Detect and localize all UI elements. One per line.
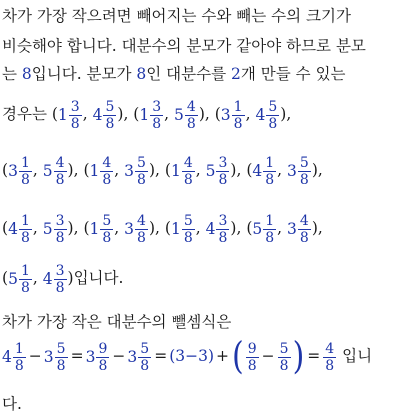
pair-1-second-fraction [103,100,116,131]
pair-3-first-whole: 3 [220,106,231,124]
pair-1-second-denominator: 8 [105,115,115,132]
eq-term-2-num: 5 [56,340,66,357]
pair-9-first-numerator: 5 [102,212,112,229]
pair-11-second-numerator: 4 [299,212,309,229]
text-line-3 [2,64,346,84]
pair-2-second-whole: 5 [174,106,184,124]
pair-9-first [90,209,115,249]
pair-item: ( 4 $\frac{1}{8}$ , 3 $\frac{5}{8}$ ) [246,161,318,179]
pair-9-first-whole: 1 [89,220,100,238]
left-paren: ( [232,334,244,379]
pair-6-first [171,151,196,191]
pair-11-second-whole: 3 [287,220,297,238]
pair-10-second [206,209,231,249]
pairs-row-3: ( 4 $\frac{1}{8}$ , 5 $\frac{3}{8}$ ), ( 1 $\frac{5}{8}$ , 3 $\frac{4}{8}$ ), ( 1 $\frac{5}{8}$ , 4 $\frac{3}{8}$ ), ( 5 $\frac{1}{8}$ , 3 $\frac{4}{8}$ ), [2,208,323,249]
pair-1-first-denominator: 8 [70,115,80,132]
pair-item: ( 1 $\frac{4}{8}$ , 5 $\frac{3}{8}$ ) [165,161,237,179]
eq-term-3-whole: 3 [85,348,96,366]
pair-12-first-fraction [19,264,32,295]
pair-1-second-whole: 4 [92,106,103,124]
pair-6-second-denominator: 8 [218,171,228,188]
pair-7-second-whole: 3 [287,162,297,180]
pair-2-first-denominator: 8 [152,115,162,132]
eq-term-4-num: 5 [140,340,150,357]
eq-frac-2-num: 5 [279,340,289,357]
pair-11-first [252,209,277,249]
eq-term-4-whole: 3 [127,348,138,366]
pair-item: ( 1 $\frac{5}{8}$ , 4 $\frac{3}{8}$ ) [165,219,237,237]
equals-sign: = [307,347,321,365]
pair-9-second-fraction [135,214,148,245]
pair-12-second-fraction [54,264,67,295]
pair-4-second-denominator: 8 [55,171,65,188]
pair-11-second-denominator: 8 [299,229,309,246]
whole-part-difference: (3−3) [169,347,214,365]
text-line-1-content: 차가 가장 작으려면 빼어지는 수와 빼는 수의 크기가 [2,7,351,25]
pair-2-first [139,95,164,135]
text-line-3-a: 는 [2,65,22,83]
pair-9-first-fraction [100,214,113,245]
eq-term-2 [44,335,69,379]
text-line-2 [2,36,366,56]
pair-8-first-fraction [19,214,32,245]
pair-1-first-fraction [69,100,82,131]
eq-term-3-num: 9 [98,340,108,357]
pair-4-second [43,151,68,191]
pair-7-second-numerator: 5 [299,154,309,171]
pair-1-second [93,95,118,135]
pair-3-second-numerator: 5 [268,98,278,115]
eq-frac-1 [246,342,259,373]
pair-1-first-numerator: 3 [70,98,80,115]
pair-item: ( 3 $\frac{1}{8}$ , 5 $\frac{4}{8}$ ) [2,161,74,179]
pair-5-first-numerator: 4 [102,154,112,171]
pair-10-first-numerator: 5 [183,212,193,229]
pair-6-second-fraction [216,156,229,187]
pair-5-first-whole: 1 [89,162,100,180]
pair-8-first [8,209,33,249]
pair-item: ( 1 $\frac{3}{8}$ , 4 $\frac{5}{8}$ ) [52,105,124,123]
eq-result-num: 4 [325,340,335,357]
pair-5-second-fraction [135,156,148,187]
minus-sign: − [28,347,42,365]
eq-term-4-den: 8 [140,357,150,374]
pair-9-second-denominator: 8 [137,229,146,246]
pair-3-first-denominator: 8 [233,115,243,132]
pair-12-first-denominator: 8 [20,279,30,296]
pair-10-second-fraction [216,214,229,245]
pair-10-second-whole: 4 [205,220,216,238]
equation-ending-a: 입니 [342,347,373,365]
pair-3-second-fraction [266,100,279,131]
pair-5-second-denominator: 8 [137,171,146,188]
pair-2-second-numerator: 4 [186,98,196,115]
pair-3-second [255,95,280,135]
pair-5-first [90,151,115,191]
text-line-2-content: 비슷해야 합니다. 대분수의 분모가 같아야 하므로 분모 [2,37,366,55]
pair-9-second-whole: 3 [124,220,135,238]
pair-11-first-whole: 5 [252,220,263,238]
eq-frac-2-den: 8 [279,357,289,374]
text-line-3-c: 입니다. 분모가 [31,65,137,83]
text-line-intro [2,312,231,332]
pair-7-first-numerator: 1 [265,154,275,171]
pair-6-second-numerator: 3 [218,154,228,171]
pair-item: ( 1 $\frac{3}{8}$ , 5 $\frac{4}{8}$ ) [133,105,205,123]
pair-4-first [8,151,33,191]
pair-5-second [124,151,149,191]
plus-sign: + [216,347,229,365]
pair-item: ( 4 $\frac{1}{8}$ , 5 $\frac{3}{8}$ ) [2,219,74,237]
pair-8-second-numerator: 3 [55,212,65,229]
text-line-3-e: 인 대분수를 [146,65,232,83]
pair-8-second [43,209,68,249]
eq-frac-2 [278,342,291,373]
pair-7-first-denominator: 8 [265,171,275,188]
pair-11-second [287,209,312,249]
eq-term-2-den: 8 [56,357,66,374]
pair-8-first-numerator: 1 [20,212,30,229]
pair-3-first-fraction [232,100,245,131]
pair-item: ( 5 $\frac{1}{8}$ , 4 $\frac{3}{8}$ ) [2,269,74,287]
eq-term-2-whole: 3 [43,348,54,366]
pair-10-second-denominator: 8 [218,229,228,246]
pair-3-first-numerator: 1 [233,98,243,115]
eq-result-den: 8 [325,357,335,374]
pair-3-first [221,95,246,135]
pair-7-first [252,151,277,191]
pair-11-first-denominator: 8 [265,229,275,246]
pair-11-second-fraction [298,214,311,245]
pair-1-first-whole: 1 [57,106,68,124]
pair-9-second-numerator: 4 [137,212,146,229]
pair-6-first-fraction [182,156,195,187]
pair-10-first [171,209,196,249]
pair-4-first-numerator: 1 [20,154,30,171]
pair-7-second-fraction [298,156,311,187]
pair-item: ( 1 $\frac{4}{8}$ , 3 $\frac{5}{8}$ ) [83,161,155,179]
pair-8-first-denominator: 8 [20,229,30,246]
pair-10-first-denominator: 8 [183,229,193,246]
pair-6-first-denominator: 8 [183,171,193,188]
pair-2-second-denominator: 8 [186,115,196,132]
pair-1-second-numerator: 5 [105,98,115,115]
count-2: 2 [231,65,241,83]
pair-12-second-denominator: 8 [55,279,65,296]
pair-12-first [8,259,33,299]
pair-item: ( 5 $\frac{1}{8}$ , 3 $\frac{4}{8}$ ) [246,219,318,237]
eq-term-1-whole: 4 [2,348,12,366]
pair-6-first-numerator: 4 [183,154,193,171]
denominator-8-a: 8 [21,65,32,83]
minus-sign: − [112,347,126,365]
pair-10-first-fraction [182,214,195,245]
pair-5-second-whole: 3 [124,162,135,180]
pair-6-second-whole: 5 [205,162,216,180]
pair-item: ( 1 $\frac{5}{8}$ , 3 $\frac{4}{8}$ ) [83,219,155,237]
eq-term-3-den: 8 [98,357,108,374]
cases-prefix: 경우는 [2,105,47,123]
right-paren: ) [292,334,305,379]
pair-2-first-numerator: 3 [152,98,162,115]
pair-8-second-denominator: 8 [55,229,65,246]
pair-12-second-numerator: 3 [55,262,65,279]
pair-3-second-whole: 4 [255,106,266,124]
pair-10-second-numerator: 3 [218,212,228,229]
equation-ending-b: 다. [2,395,22,413]
pair-4-first-fraction [19,156,32,187]
pair-4-second-whole: 5 [42,162,53,180]
pair-4-second-numerator: 4 [55,154,65,171]
pair-2-second-fraction [185,100,198,131]
pair-2-first-whole: 1 [139,106,150,124]
denominator-8-b: 8 [136,65,147,83]
pairs-row-2: ( 3 $\frac{1}{8}$ , 5 $\frac{4}{8}$ ), ( 1 $\frac{4}{8}$ , 3 $\frac{5}{8}$ ), ( 1 $\frac{4}{8}$ , 5 $\frac{3}{8}$ ), ( 4 $\frac{1}{8}$ , 3 $\frac{5}{8}$ ), [2,150,323,191]
pair-8-second-fraction [54,214,67,245]
text-line-last [2,394,22,414]
text-line-3-g: 개 만들 수 있는 [240,65,346,83]
equals-sign: = [70,347,84,365]
pair-6-first-whole: 1 [170,162,181,180]
pair-11-first-fraction [263,214,276,245]
pair-2-first-fraction [150,100,163,131]
pair-12-second [43,259,68,299]
eq-term-1-den: 8 [14,357,24,374]
pair-1-first [58,95,83,135]
eq-frac-1-num: 9 [247,340,257,357]
pair-9-second [124,209,149,249]
pairs-row-4 [2,258,123,299]
equation-line [2,334,372,379]
eq-frac-1-den: 8 [247,357,257,374]
pair-12-first-numerator: 1 [20,262,30,279]
pair-2-second [174,95,199,135]
eq-term-3 [86,335,111,379]
equals-sign: = [154,347,168,365]
pair-7-first-fraction [263,156,276,187]
eq-term-1-num: 1 [14,340,24,357]
minus-sign: − [261,347,275,365]
pair-12-first-whole: 5 [8,270,18,288]
pair-9-first-denominator: 8 [102,229,112,246]
pair-4-first-denominator: 8 [20,171,30,188]
eq-term-4 [127,335,152,379]
pair-12-second-whole: 4 [42,270,53,288]
pair-4-second-fraction [54,156,67,187]
pair-5-first-denominator: 8 [102,171,112,188]
pair-item: ( 3 $\frac{1}{8}$ , 4 $\frac{5}{8}$ ) [215,105,287,123]
text-line-1 [2,6,351,26]
pair-5-first-fraction [100,156,113,187]
pair-4-first-whole: 3 [8,162,18,180]
eq-term-1 [2,335,27,379]
pair-11-first-numerator: 1 [265,212,275,229]
pair-8-second-whole: 5 [42,220,53,238]
pair-10-first-whole: 1 [170,220,181,238]
pair-7-second-denominator: 8 [299,171,309,188]
pair-7-second [287,151,312,191]
pair-3-second-denominator: 8 [268,115,278,132]
equation-intro: 차가 가장 작은 대분수의 뺄셈식은 [2,313,232,331]
pair-7-first-whole: 4 [252,162,263,180]
pair-6-second [206,151,231,191]
eq-result [323,342,336,373]
pair-8-first-whole: 4 [8,220,18,238]
cases-ending: 입니다. [73,269,124,287]
pair-5-second-numerator: 5 [137,154,146,171]
pairs-row-1: 경우는 ( 1 $\frac{3}{8}$ , 4 $\frac{5}{8}$ ), ( 1 $\frac{3}{8}$ , 5 $\frac{4}{8}$ ), ( 3 $\frac{1}{8}$ , 4 $\frac{5}{8}$ ), [2,94,291,135]
